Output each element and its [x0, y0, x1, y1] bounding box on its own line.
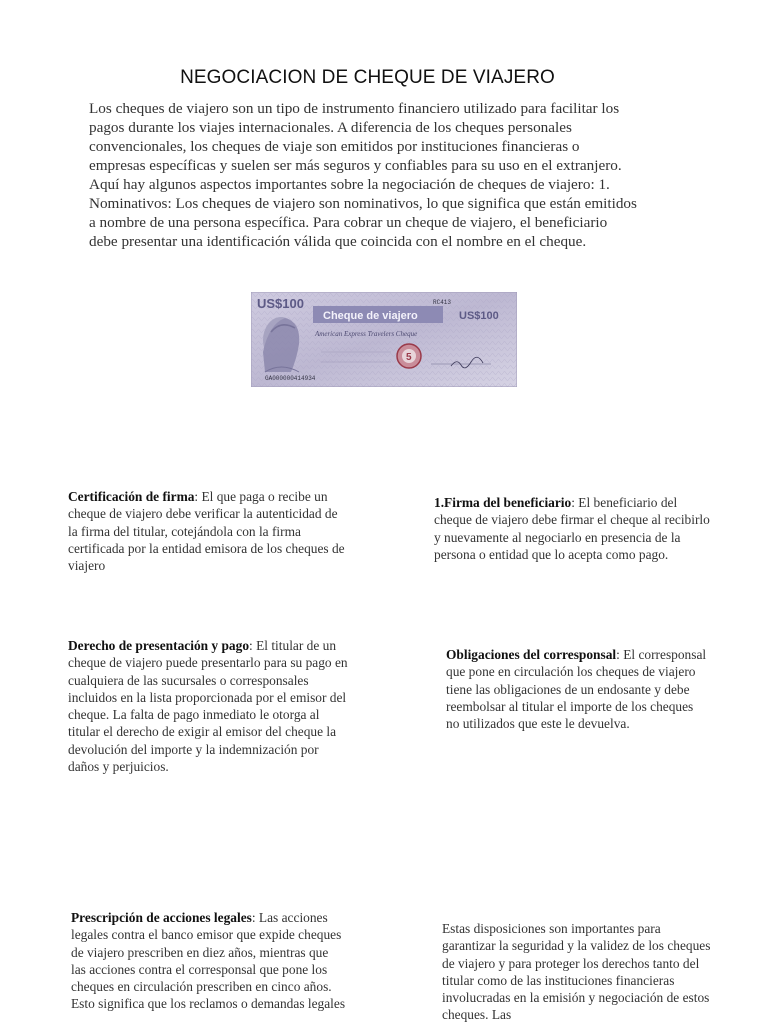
section-obligaciones-corresponsal	[446, 646, 708, 732]
cheque-portrait	[263, 317, 299, 372]
section-body: : El titular de un cheque de viajero puede presentarlo para su pago en cualquiera de las sucursales o corresponsales incluidos en la lista proporcionada por el emisor del cheque. La falta de pago inmediato le otorga al titular el derecho de exigir al emisor del cheque la devolución del importe y la indemnización por daños y perjuicios.	[68, 638, 348, 775]
cheque-serial-bottom: GA000000414934	[265, 375, 316, 382]
section-body: Estas disposiciones son importantes para garantizar la seguridad y la validez de los cheques de viajero y para proteger los derechos tanto del titular como de las instituciones financieras involucradas en la emisión y negociación de estos cheques. Las	[442, 921, 711, 1023]
cheque-denomination: 5	[406, 352, 412, 363]
intro-paragraph: Los cheques de viajero son un tipo de instrumento financiero utilizado para facilitar los pagos durante los viajes internacionales. A diferencia de los cheques personales convencionales, los cheques de viaje son emitidos por instituciones financieras o empresas específicas y suelen ser más seguros y confiables para su uso en el extranjero. Aquí hay algunos aspectos importantes sobre la negociación de cheques de viajero: 1. Nominativos: Los cheques de viajero son nominativos, lo que significa que están emitidos a nombre de una persona específica. Para cobrar un cheque de viajero, el beneficiario debe presentar una identificación válida que coincida con el nombre en el cheque.	[89, 100, 637, 250]
section-body: : El que paga o recibe un cheque de viajero debe verificar la autenticidad de la firma del titular, cotejándola con la firma certificada por la entidad emisora de los cheques de viajero	[68, 489, 345, 574]
cheque-banner-text: Cheque de viajero	[323, 310, 418, 322]
section-firma-beneficiario	[434, 494, 716, 563]
cheque-issuer-text: American Express Travelers Cheque	[315, 330, 418, 338]
travelers-cheque-image	[251, 292, 517, 387]
cheque-amount-right: US$100	[459, 310, 499, 322]
section-body: : Las acciones legales contra el banco emisor que expide cheques de viajero prescriben en diez años, mientras que las acciones contra el corresponsal que pone los cheques en circulación prescriben en cinco años. Esto significa que los reclamos o demandas legales	[71, 910, 346, 1012]
section-derecho-presentacion	[68, 637, 348, 775]
cheque-amount-left: US$100	[257, 296, 304, 311]
section-heading: 1.Firma del beneficiario	[434, 495, 572, 510]
page-title: NEGOCIACION DE CHEQUE DE VIAJERO	[180, 66, 555, 88]
cheque-seal	[397, 344, 421, 368]
section-heading: Prescripción de acciones legales	[71, 910, 252, 925]
section-prescripcion-acciones	[71, 909, 346, 1013]
section-disposiciones	[442, 920, 712, 1024]
section-certificacion-firma	[68, 488, 346, 574]
section-body: : El corresponsal que pone en circulación los cheques de viajero tiene las obligaciones de un endosante y debe reembolsar al titular el importe de los cheques no utilizados que este le devuelva.	[446, 647, 707, 732]
section-heading: Certificación de firma	[68, 489, 195, 504]
section-body: : El beneficiario del cheque de viajero debe firmar el cheque al recibirlo y nuevamente al negociarlo en presencia de la persona o entidad que lo acepta como pago.	[434, 495, 710, 562]
section-heading: Derecho de presentación y pago	[68, 638, 250, 653]
cheque-serial-top: RC413	[433, 299, 452, 306]
section-heading: Obligaciones del corresponsal	[446, 647, 617, 662]
